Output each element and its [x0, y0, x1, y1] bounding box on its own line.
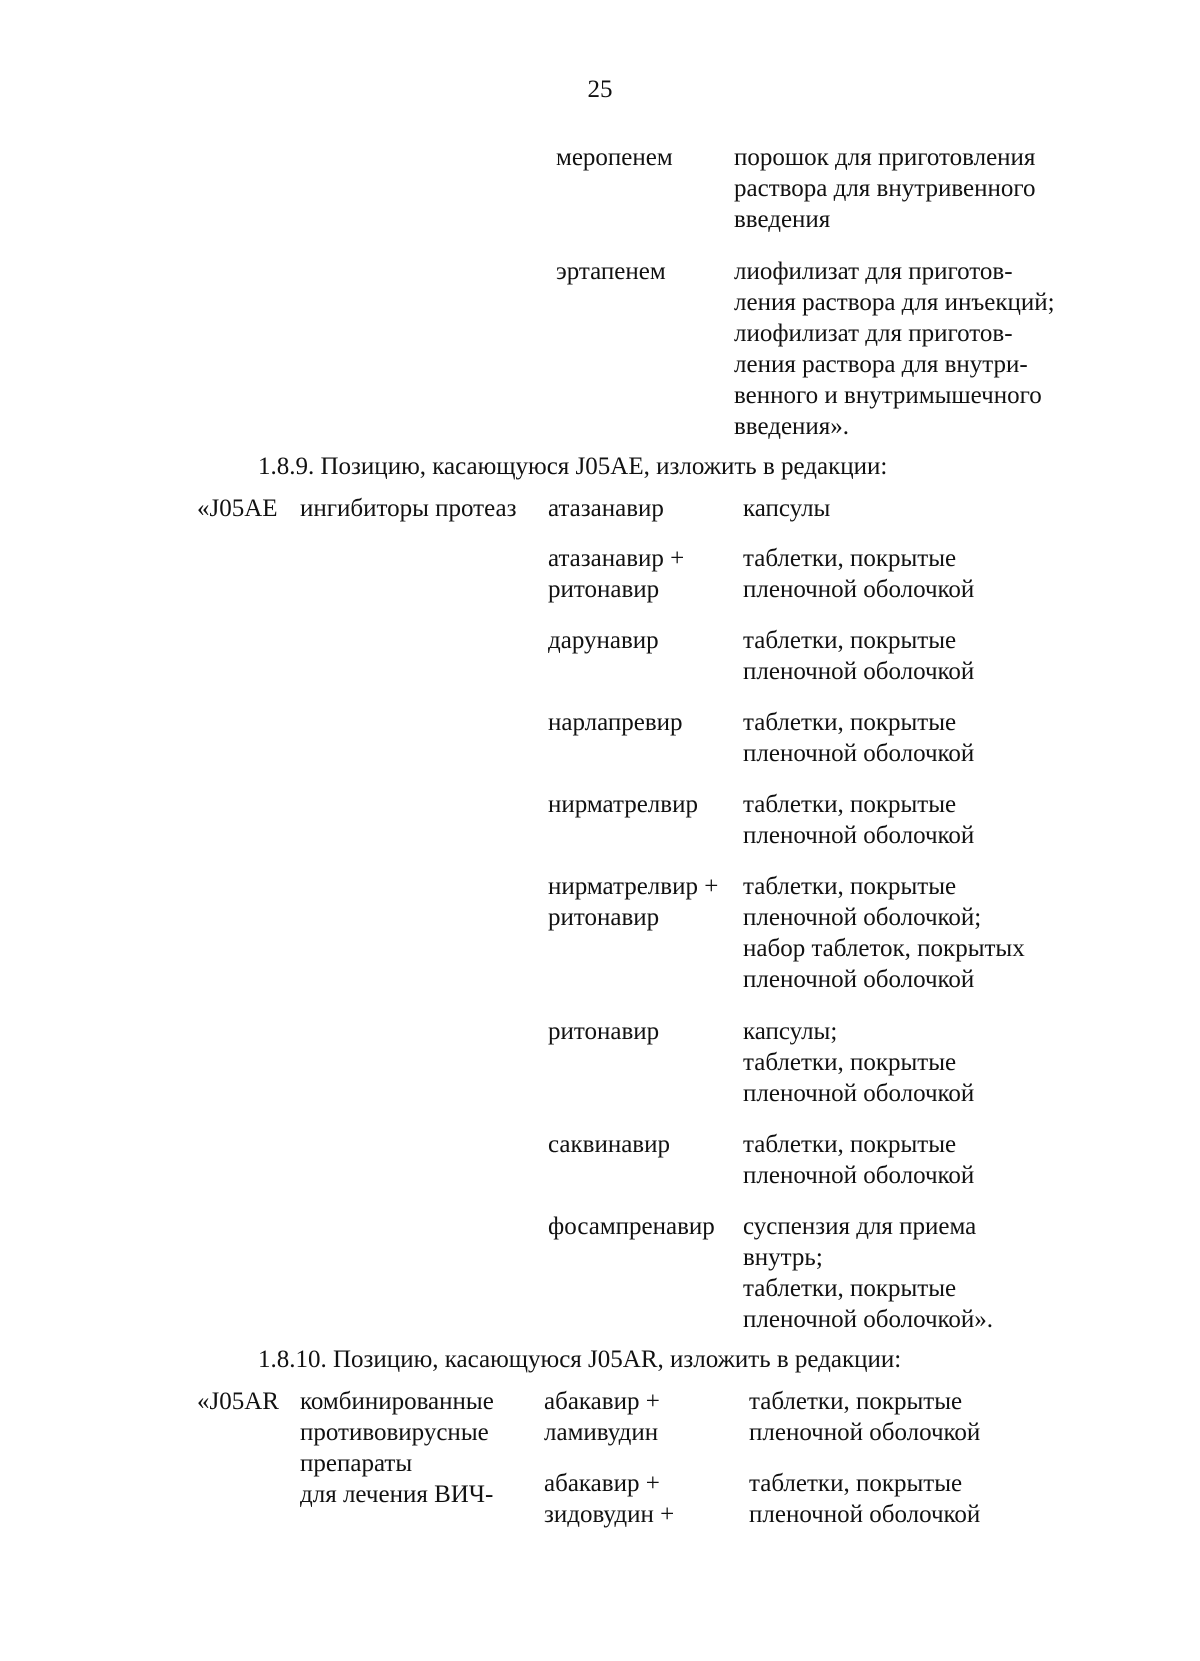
- group-name-j05ae: ингибиторы протеаз: [300, 495, 517, 522]
- drug-darunavir: дарунавир: [548, 627, 659, 654]
- form-nirmatrelvir: таблетки, покрытые пленочной оболочкой: [743, 791, 975, 849]
- form-ertapenem: лиофилизат для приготов- ления раствора для инъекций; лиофилизат для приготов- ления раствора для внутри- венного и внутримышечного введения».: [734, 258, 1055, 440]
- drug-atazanavir-ritonavir: атазанавир + ритонавир: [548, 545, 685, 603]
- atc-code-j05ar: «J05AR: [197, 1388, 279, 1415]
- section-heading-1-8-10: 1.8.10. Позицию, касающуюся J05AR, изложить в редакции:: [258, 1346, 902, 1373]
- form-nirmatrelvir-ritonavir: таблетки, покрытые пленочной оболочкой; набор таблеток, покрытых пленочной оболочкой: [743, 873, 1025, 993]
- form-narlaprevir: таблетки, покрытые пленочной оболочкой: [743, 709, 975, 767]
- drug-nirmatrelvir-ritonavir: нирматрелвир + ритонавир: [548, 873, 719, 931]
- drug-abacavir-zidovudine: абакавир + зидовудин +: [544, 1470, 675, 1528]
- form-atazanavir-ritonavir: таблетки, покрытые пленочной оболочкой: [743, 545, 975, 603]
- form-fosamprenavir: суспензия для приема внутрь; таблетки, покрытые пленочной оболочкой».: [743, 1213, 994, 1333]
- drug-atazanavir: атазанавир: [548, 495, 664, 522]
- drug-ritonavir: ритонавир: [548, 1018, 660, 1045]
- atc-code-j05ae: «J05AE: [197, 495, 278, 522]
- form-atazanavir: капсулы: [743, 495, 831, 522]
- drug-fosamprenavir: фосампренавир: [548, 1213, 715, 1240]
- drug-meropenem: меропенем: [556, 144, 673, 171]
- drug-nirmatrelvir: нирматрелвир: [548, 791, 698, 818]
- form-abacavir-lamivudine: таблетки, покрытые пленочной оболочкой: [749, 1388, 981, 1446]
- drug-abacavir-lamivudine: абакавир + ламивудин: [544, 1388, 660, 1446]
- section-heading-1-8-9: 1.8.9. Позицию, касающуюся J05AE, изложить в редакции:: [258, 453, 888, 480]
- drug-ertapenem: эртапенем: [556, 258, 666, 285]
- form-meropenem: порошок для приготовления раствора для внутривенного введения: [734, 144, 1036, 233]
- form-abacavir-zidovudine: таблетки, покрытые пленочной оболочкой: [749, 1470, 981, 1528]
- form-darunavir: таблетки, покрытые пленочной оболочкой: [743, 627, 975, 685]
- form-saquinavir: таблетки, покрытые пленочной оболочкой: [743, 1131, 975, 1189]
- form-ritonavir: капсулы; таблетки, покрытые пленочной оболочкой: [743, 1018, 975, 1107]
- drug-saquinavir: саквинавир: [548, 1131, 670, 1158]
- group-name-j05ar: комбинированные противовирусные препараты для лечения ВИЧ-: [300, 1388, 494, 1508]
- page-number: 25: [587, 76, 613, 103]
- drug-narlaprevir: нарлапревир: [548, 709, 683, 736]
